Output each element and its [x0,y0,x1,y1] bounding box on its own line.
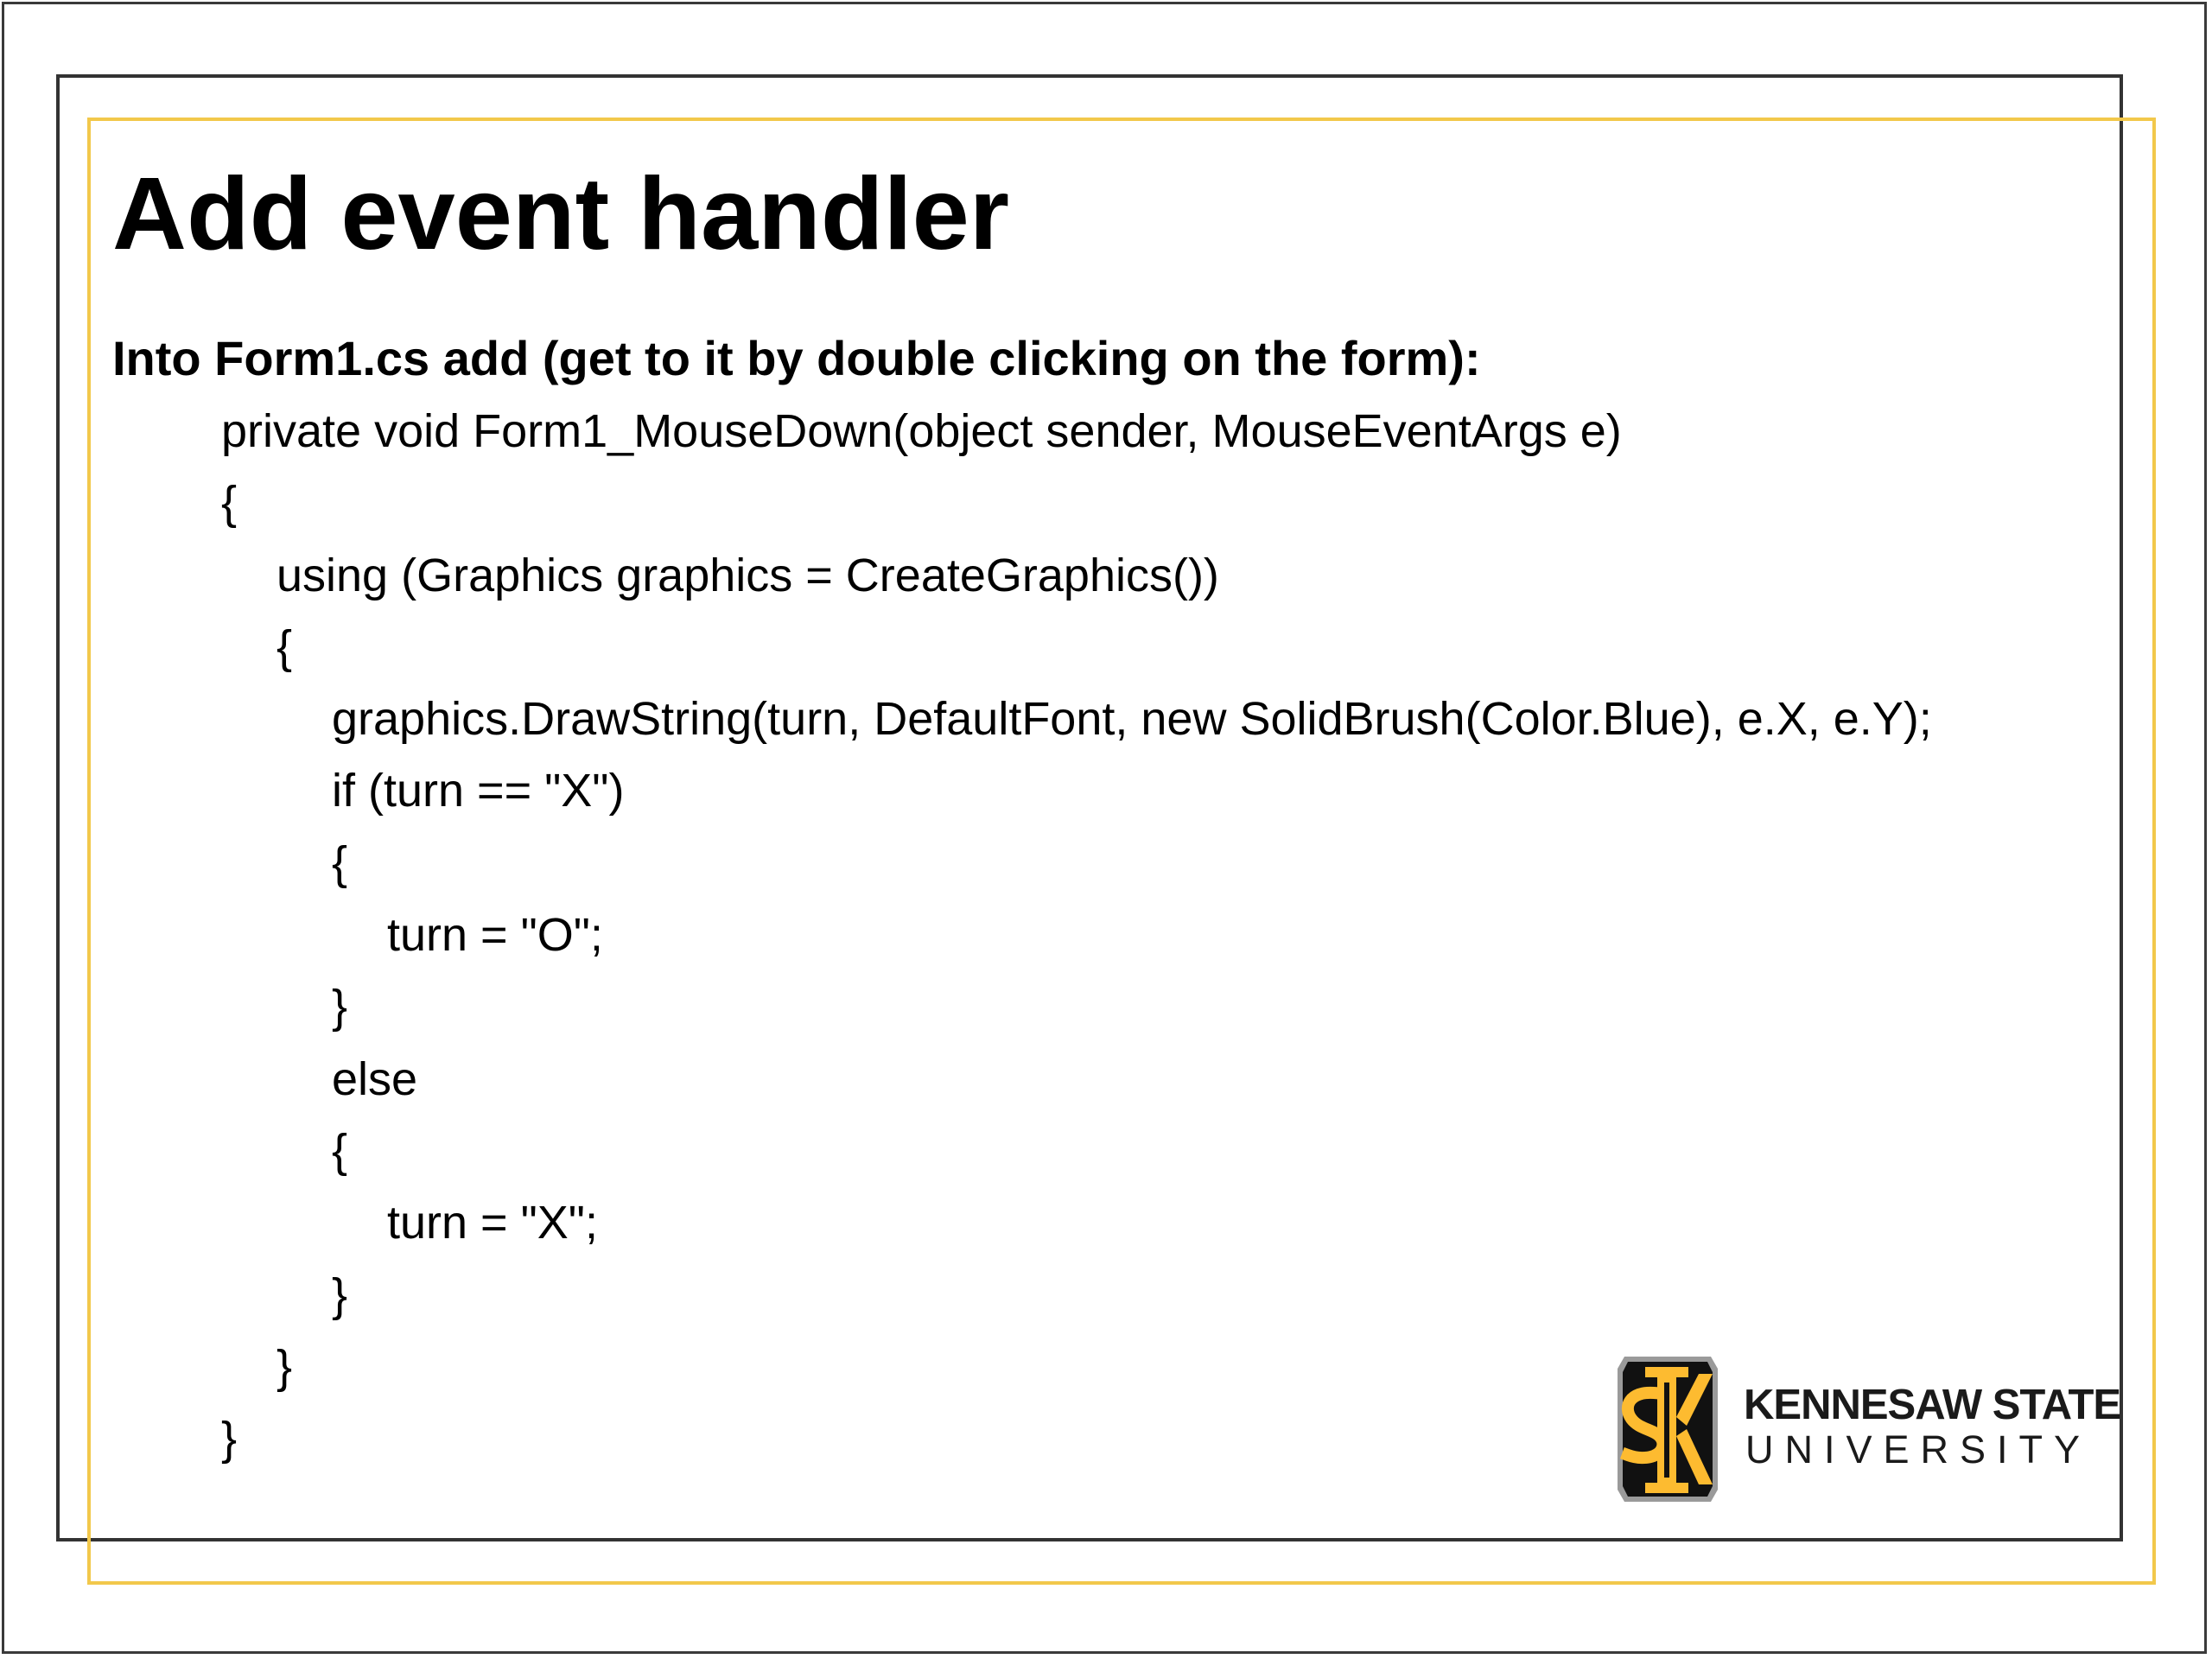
code-line: turn = "O"; [387,909,603,962]
code-line: turn = "X"; [387,1197,598,1249]
code-line: } [332,1268,348,1321]
code-line: if (turn == "X") [332,765,625,817]
ks-monogram-icon [1607,1353,1728,1505]
kennesaw-state-logo [1607,1353,2121,1509]
code-line: else [332,1052,418,1105]
code-line: } [332,981,348,1033]
code-line: } [221,1413,238,1465]
code-line: using (Graphics graphics = CreateGraphics()) [276,549,1219,601]
logo-wordmark-line2: UNIVERSITY [1745,1427,2092,1471]
slide-title: Add event handler [112,156,1010,271]
code-line: graphics.DrawString(turn, DefaultFont, new SolidBrush(Color.Blue), e.X, e.Y); [332,693,1932,746]
code-line: private void Form1_MouseDown(object sender, MouseEventArgs e) [221,405,1622,457]
logo-wordmark-line1: KENNESAW STATE [1744,1382,2121,1428]
code-line: { [221,477,238,530]
code-block [0,396,1932,1475]
code-line: { [332,1124,348,1177]
slide-subtitle: Into Form1.cs add (get to it by double clicking on the form): [112,331,1481,385]
code-line: { [276,620,293,673]
code-line: } [276,1340,293,1393]
code-line: { [332,836,348,889]
